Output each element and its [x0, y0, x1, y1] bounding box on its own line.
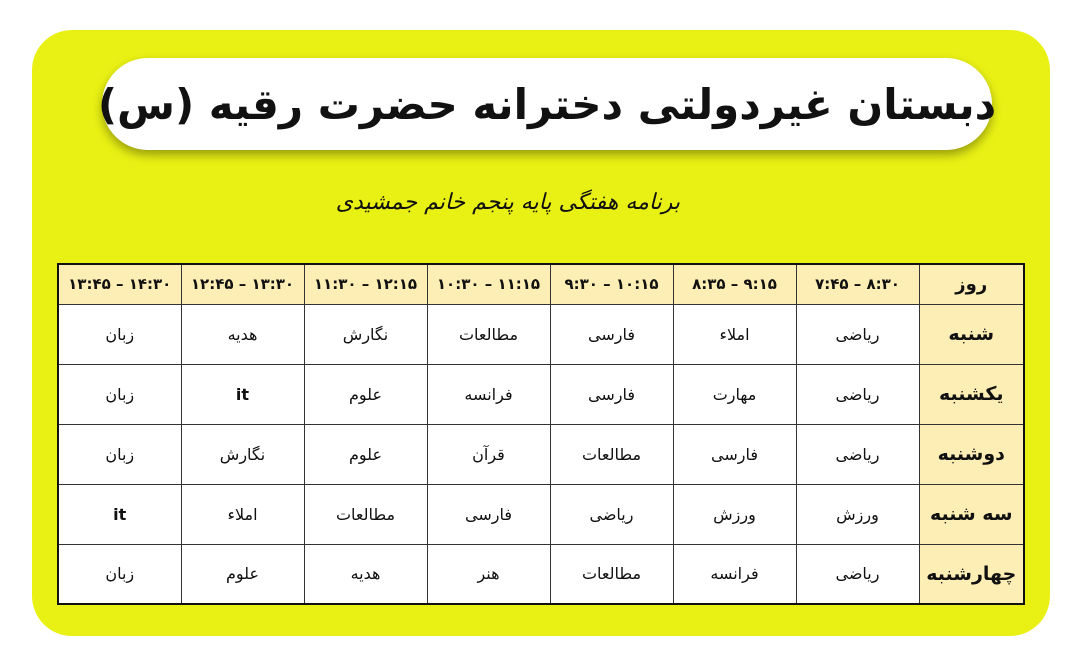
- table-row: [58, 424, 1024, 484]
- time-slot-header: ۸:۳۵ – ۹:۱۵: [673, 264, 796, 304]
- school-title: دبستان غیردولتی دخترانه حضرت رقیه (س): [97, 79, 997, 129]
- table-row: [58, 364, 1024, 424]
- time-slot-header: ۱۲:۴۵ – ۱۳:۳۰: [181, 264, 304, 304]
- day-label: دوشنبه: [919, 424, 1024, 484]
- day-label: یکشنبه: [919, 364, 1024, 424]
- subject-cell: ریاضی: [796, 424, 919, 484]
- subject-cell: ریاضی: [796, 304, 919, 364]
- subject-cell: علوم: [304, 364, 427, 424]
- subject-cell: مطالعات: [427, 304, 550, 364]
- time-slot-header: ۱۳:۴۵ – ۱۴:۳۰: [58, 264, 181, 304]
- time-slot-header: ۹:۳۰ – ۱۰:۱۵: [550, 264, 673, 304]
- subject-cell: it: [181, 364, 304, 424]
- subject-cell: نگارش: [304, 304, 427, 364]
- subject-cell: زبان: [58, 364, 181, 424]
- subject-cell: املاء: [673, 304, 796, 364]
- subject-cell: املاء: [181, 484, 304, 544]
- subject-cell: ورزش: [796, 484, 919, 544]
- schedule-subtitle: برنامه هفتگی پایه پنجم خانم جمشیدی: [335, 190, 680, 215]
- subject-cell: ریاضی: [796, 364, 919, 424]
- weekly-schedule-table: [57, 263, 1025, 605]
- subject-cell: ریاضی: [796, 544, 919, 604]
- subject-cell: هنر: [427, 544, 550, 604]
- subject-cell: علوم: [304, 424, 427, 484]
- time-slot-header: ۱۱:۳۰ – ۱۲:۱۵: [304, 264, 427, 304]
- table-row: [58, 304, 1024, 364]
- day-column-header: روز: [919, 264, 1024, 304]
- subject-cell: هدیه: [304, 544, 427, 604]
- subject-cell: قرآن: [427, 424, 550, 484]
- day-label: چهارشنبه: [919, 544, 1024, 604]
- table-header-row: [58, 264, 1024, 304]
- day-label: سه شنبه: [919, 484, 1024, 544]
- table-row: [58, 544, 1024, 604]
- subject-cell: زبان: [58, 424, 181, 484]
- subject-cell: it: [58, 484, 181, 544]
- subject-cell: زبان: [58, 544, 181, 604]
- subject-cell: مهارت: [673, 364, 796, 424]
- day-label: شنبه: [919, 304, 1024, 364]
- subject-cell: فارسی: [550, 364, 673, 424]
- subject-cell: فارسی: [550, 304, 673, 364]
- subject-cell: فارسی: [427, 484, 550, 544]
- title-banner: [97, 58, 997, 150]
- subject-cell: ریاضی: [550, 484, 673, 544]
- subject-cell: فرانسه: [427, 364, 550, 424]
- subject-cell: نگارش: [181, 424, 304, 484]
- subject-cell: هدیه: [181, 304, 304, 364]
- subject-cell: مطالعات: [304, 484, 427, 544]
- subject-cell: ورزش: [673, 484, 796, 544]
- time-slot-header: ۱۰:۳۰ – ۱۱:۱۵: [427, 264, 550, 304]
- time-slot-header: ۷:۴۵ – ۸:۳۰: [796, 264, 919, 304]
- subject-cell: زبان: [58, 304, 181, 364]
- subject-cell: فارسی: [673, 424, 796, 484]
- table-row: [58, 484, 1024, 544]
- subject-cell: علوم: [181, 544, 304, 604]
- subject-cell: فرانسه: [673, 544, 796, 604]
- subject-cell: مطالعات: [550, 424, 673, 484]
- subject-cell: مطالعات: [550, 544, 673, 604]
